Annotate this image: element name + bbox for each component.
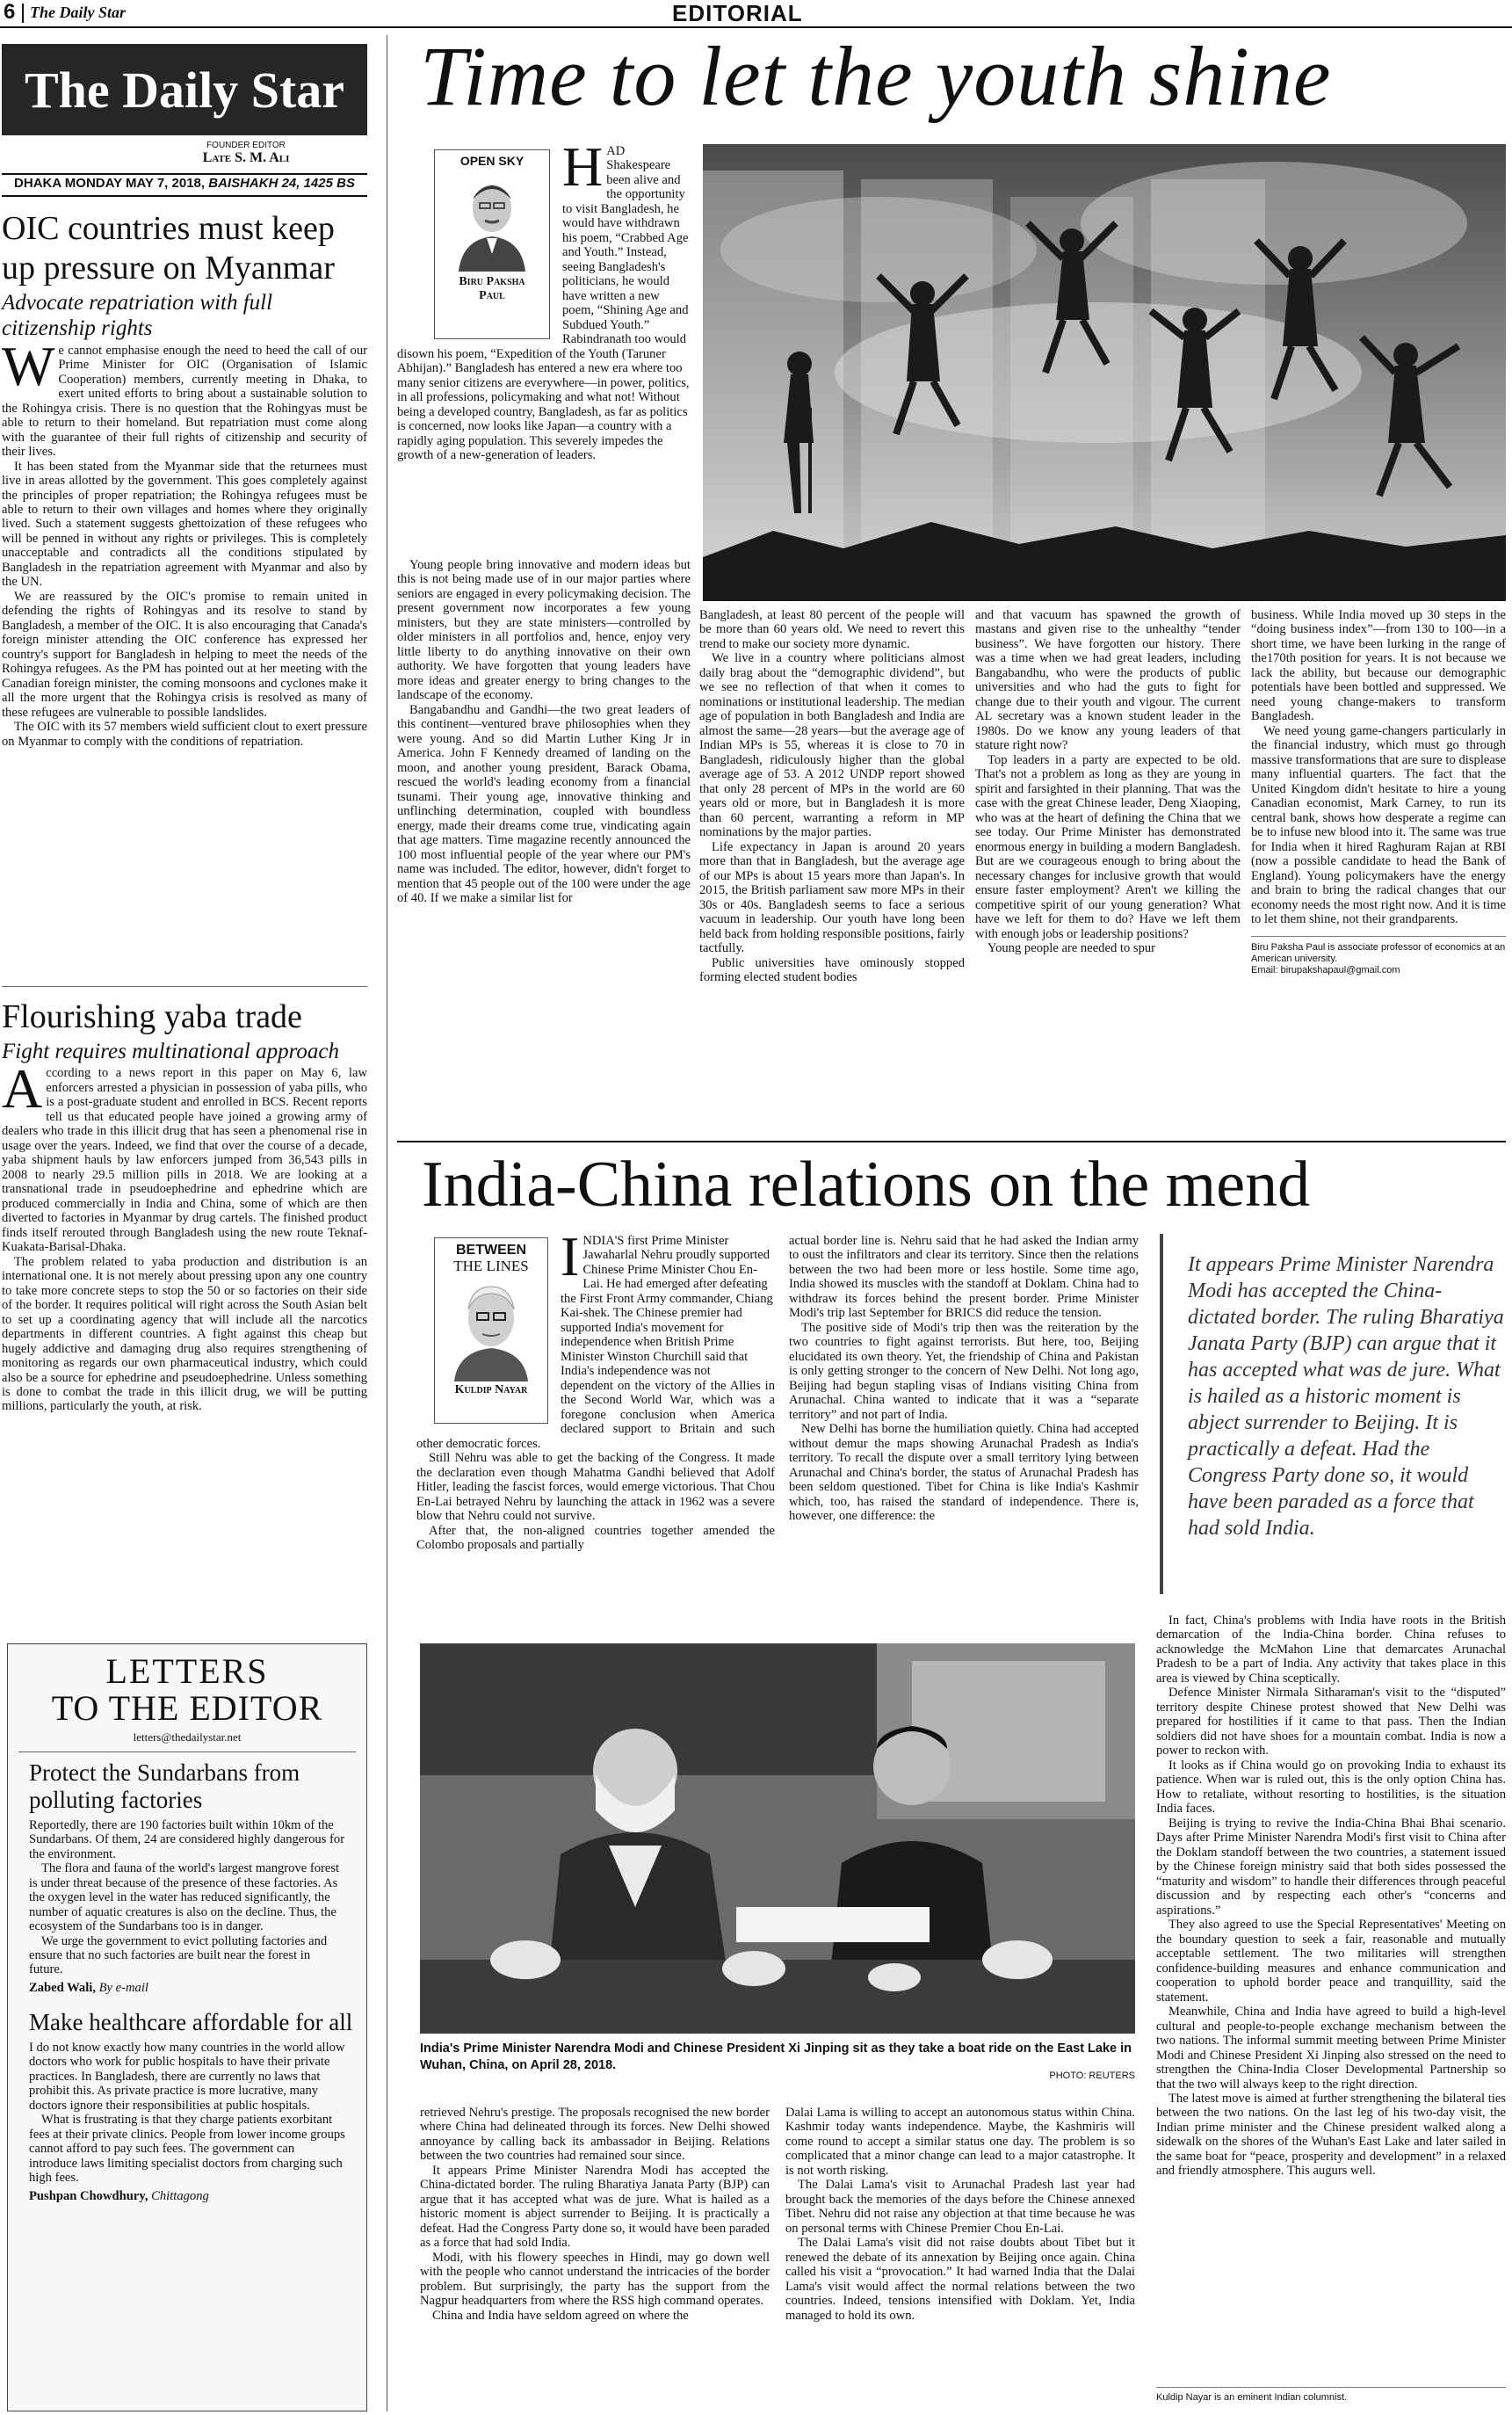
india-paragraph: actual border line is. Nehru said that he had asked the Indian army to oust the infiltrators and clear its territory. Since then the relations between the two had been more or less hostile. Some time ago, India showed its muscles with the standoff at Doklam. China had to withdraw its forces behind the present border. Prime Minister Modi's trip last September for BRICS did reduce the tension. xyxy=(789,1234,1139,1321)
founder-label: FOUNDER EDITOR xyxy=(206,141,286,150)
dateline-bn: BAISHAKH 24, 1425 BS xyxy=(208,176,355,191)
youth-column-3 xyxy=(975,608,1241,956)
india-paragraph: They also agreed to use the Special Representatives' Meeting on the boundary question to seek a fair, reasonable and mutually acceptable settlement. The two militaries will strengthen confidence-building measures and enhance communication and cooperation to uphold border peace and tranquillity, said the statement. xyxy=(1156,1918,1506,2005)
letter-signature-via: Chittagong xyxy=(151,2188,209,2203)
author-name: Kuldip Nayar xyxy=(454,1382,528,1396)
letter-paragraph: What is frustrating is that they charge patients exorbitant fees at their private clinics. People from lower income groups cannot afford to pay such fees. The government can introduce laws limiting specialist doctors from charging such high fees. xyxy=(29,2113,345,2186)
pullquote-text: It appears Prime Minister Narendra Modi has accepted the China-dictated border. The ruling Bharatiya Janata Party (BJP) can argue that it has accepted what was de jure. What is hailed as a historic moment is abject surrender to Beijing. It is practically a defeat. Had the Congress Party done so, it would have been paraded as a force that had sold India. xyxy=(1188,1253,1504,1540)
youth-paragraph: Bangladesh, at least 80 percent of the people will be more than 60 years old. We need to revert this trend to make our society more dynamic. xyxy=(699,608,965,651)
letter-signature xyxy=(29,2189,345,2203)
youth-paragraph: Public universities have ominously stopped forming elected student bodies xyxy=(699,955,965,985)
youth-paragraph: business. While India moved up 30 steps in the “doing business index”—from 130 to 100—in a short time, we have been lurking in the range of the170th position for years. It is not because we lack the ability, but because our demographic potentials have been bottled and suppressed. We need young change-makers to transform Bangladesh. xyxy=(1251,608,1506,724)
letter-headline: Make healthcare affordable for all xyxy=(29,2009,353,2036)
india-column-3 xyxy=(1156,1614,1506,2179)
dateline-date: DHAKA MONDAY MAY 7, 2018, xyxy=(14,176,206,191)
india-paragraph: INDIA'S first Prime Minister Jawaharlal Nehru proudly supported Chinese Prime Minister Chou En-Lai. He had emerged after defeating the First Front Army commander, Chiang Kai-shek. The Chinese premier had supported India's movement for independence when British Prime Minister Winston Churchill said that India's independence was not xyxy=(561,1225,773,1379)
youth-paragraph: and that vacuum has spawned the growth of mastans and given rise to the unhealthy “tender business”. We have forgotten our history. There was a time when we had great leaders, including Bangabandhu, who were the products of public universities and who had the guts to fight for change due to their youth and vigour. The current AL secretary was a known student leader in the 1980s. Do we know any young leaders of that stature right now? xyxy=(975,608,1241,753)
india-column-2 xyxy=(789,1234,1139,1524)
youth-paragraph: We live in a country where politicians almost daily brag about the “demographic dividend”, but we see no reflection of that when it comes to nominations or institutional leadership. The median age of population in both Bangladesh and India are almost the same—28 years—but the average age of Indian MPs is 55, whereas it is close to 70 in Bangladesh, ridiculously higher than the global average age of 53. A 2012 UNDP report showed that only 28 percent of MPs in the world are 60 years old or more, but in Bangladesh it is more than 60 percent, warranting a reform in MP nominations by the major parties. xyxy=(699,651,965,840)
letter-paragraph: I do not know exactly how many countries in the world allow doctors who work for public hospitals to have their private practices. In Bangladesh, there are currently no laws that prohibit this. As private practice is more lucrative, many doctors ignore their responsibilities at public hospitals. xyxy=(29,2040,345,2113)
letters-title-line1: LETTERS xyxy=(105,1651,269,1691)
youth-column-1 xyxy=(397,558,691,906)
editorial-paragraph: We are reassured by the OIC's promise to remain united in defending the rights of Rohingyas and its resolve to stand by Bangladesh, a member of the OIC. It is also encouraging that Canada's foreign minister attending the OIC conference has expressed her country's support for Bangladesh in helping to meet the needs of the Rohingya refugees. As the PM has pointed out at her meeting with the Canadian foreign minister, the coming monsoons and cyclones make it all the more urgent that the Rohingya crisis is resolved as many of these refugees are vulnerable to possible landslides. xyxy=(2,589,367,720)
youth-paragraph: Bangabandhu and Gandhi—the two great leaders of this continent—ventured brave philosophies when they were young. And so did Martin Luther King Jr in America. John F Kennedy dreamed of landing on the moon, and another young president, Barack Obama, rescued the world's leading economy from a financial tsunami. Their young age, innovative thinking and unflinching determination, coupled with boundless energy, made their dreams come true, vindicating again that age matters. Time magazine recently announced the 100 most influential people of the year where our PM's name was included. The editor, however, didn't forget to mention that 45 people out of the 100 were under the age of 40. If we make a similar list for xyxy=(397,702,691,906)
paper-name-small: The Daily Star xyxy=(30,4,127,21)
india-paragraph: In fact, China's problems with India have roots in the British demarcation of the India-China border. China refuses to acknowledge the McMahon Line that demarcates Arunachal Pradesh to be a part of India. Any activity that takes place in this area is viewed by China sceptically. xyxy=(1156,1614,1506,1686)
youth-headline: Time to let the youth shine xyxy=(420,29,1332,123)
india-paragraph: The Dalai Lama's visit did not raise doubts about Tibet but it renewed the debate of its annexation by Beijing once again. China called his visit a “provocation.” It had warned India that the Dalai Lama's visit would affect the normal relations between the two countries. Indeed, tensions intensified with Doklam. Yet, India managed to hold its own. xyxy=(785,2236,1135,2323)
india-bottom-column-1 xyxy=(420,2106,770,2323)
letter-signature-via: By e-mail xyxy=(98,1980,148,1995)
youth-jumping-photo xyxy=(703,144,1506,601)
column-label-2: THE LINES xyxy=(453,1257,529,1274)
editorial-headline: Flourishing yaba trade xyxy=(2,998,302,1035)
letter-paragraph: We urge the government to evict polluting factories and ensure that no such factories are built near the forest in future. xyxy=(29,1933,328,1977)
india-paragraph: China and India have seldom agreed on where the xyxy=(432,2308,689,2323)
photo-credit: PHOTO: REUTERS xyxy=(1049,2070,1135,2081)
india-paragraph: Still Nehru was able to get the backing of the Congress. It made the declaration even though Mahatma Gandhi believed that Adolf Hitler, leading the fascist forces, would emerge victorious. That Chou En-Lai betrayed Nehru by launching the attack in 1962 was a severe blow that Nehru could not survive. xyxy=(416,1451,775,1524)
india-paragraph: Meanwhile, China and India have agreed to build a high-level cultural and people-to-people exchange mechanism between the two nations. The informal summit meeting between Prime Minister Modi and Chinese President Xi Jinping also stressed on the need to strengthen the China-India Closer Developmental Partnership so that the two will always keep to the right direction. xyxy=(1156,2005,1506,2092)
youth-column-4 xyxy=(1251,608,1506,976)
author-bio: Kuldip Nayar is an eminent Indian columnist. xyxy=(1156,2392,1348,2403)
section-label: EDITORIAL xyxy=(672,0,803,26)
editorial-headline: OIC countries must keep up pressure on Myanmar xyxy=(2,210,335,286)
editorial-subhead: Advocate repatriation with full citizenship rights xyxy=(2,290,273,341)
india-paragraph: Modi, with his flowery speeches in Hindi, may go down well with the people who cannot understand the intricacies of the border problem. But surprisingly, the party has the support from the Nagpur headquarters from where the RSS high command operates. xyxy=(420,2250,770,2309)
photo-caption xyxy=(420,2041,1135,2081)
editorial-paragraph: We cannot emphasise enough the need to heed the call of our Prime Minister for OIC (Organisation of Islamic Cooperation) members, currently meeting in Dhaka, to exert united efforts to bring about a sustainable solution to the Rohingya crisis. There is no question that the Rohingyas must be able to return to their homeland. But repatriation must come along with the guarantee of their full rights of citizenship and security of their lives. xyxy=(2,334,367,460)
india-paragraph: After that, the non-aligned countries together amended the Colombo proposals and partially xyxy=(416,1523,775,1553)
dateline xyxy=(2,176,367,191)
youth-paragraph: Life expectancy in Japan is around 20 years more than that in Bangladesh, but the average age of our MPs is about 15 years more than Japan's. In 2015, the British parliament saw more MPs in their 30s or 40s. Bangladesh seems to face a serious vacuum in leadership. Our youth have long been held back from holding responsible positions, fairly tactfully. xyxy=(699,839,965,956)
india-paragraph: It looks as if China would go on provoking India to exhaust its patience. When war is ruled out, this is the only option China has. How to retaliate, without resorting to hostilities, is the situation India faces. xyxy=(1156,1758,1506,1817)
youth-paragraph: Young people are needed to spur xyxy=(988,941,1156,956)
youth-paragraph: HAD Shakespeare been alive and the opportunity to visit Bangladesh, he would have withdrawn his poem, “Crabbed Age and Youth.” Instead, seeing Bangladesh's politicians, he would have written a new poem, “Shining Age and Subdued Youth.” Rabindranath too would disown his poem, “Expedition of the Youth (Taruner Abhijan).” Bangladesh has entered a new era where too many senior citizens are everywhere—in power, politics, in all professions, policymaking and what not! Without being a developed country, Bangladesh, as far as politics is concerned, now looks like Japan—a country with a rapidly aging population. This severely impedes the growth of a new-generation of leaders. xyxy=(397,135,690,463)
editorial-paragraph: The OIC with its 57 members wield sufficient clout to exert pressure on Myanmar to comply with the conditions of repatriation. xyxy=(2,720,367,749)
letter-signature-name: Zabed Wali, xyxy=(29,1980,96,1995)
india-column-1 xyxy=(416,1225,775,1553)
page-number: 6 xyxy=(4,0,16,24)
author-email: Email: birupakshapaul@gmail.com xyxy=(1251,965,1400,976)
letters-box xyxy=(7,1643,367,2411)
india-paragraph: New Delhi has borne the humiliation quietly. China had accepted without demur the maps showing Arunachal Pradesh as India's territory. To recall the dispute over a small territory lying between Arunachal and China's border, the status of Arunachal Pradesh has been seldom questioned. Tibet for China is like India's Kashmir which, too, has raised the standard of independence. There is, however, one difference: the xyxy=(789,1422,1139,1524)
column-label: OPEN SKY xyxy=(459,154,524,168)
masthead-logo xyxy=(2,44,367,135)
editorial-yaba xyxy=(2,997,367,1414)
editorial-paragraph: It has been stated from the Myanmar side that the returnees must live in areas allotted by the government. This goes completely against the principles of proper repatriation; the Rohingya refugees must be able to return to their own villages and homes where they originally lived. Such a statement suggests ghettoization of these refugees who will be penned in without any rights or privileges. This is completely unacceptable and contradicts all the conditions stipulated by Bangladesh in the repatriation agreement with Myanmar and also by the UN. xyxy=(2,459,367,590)
india-paragraph: Dalai Lama is willing to accept an autonomous status within China. Kashmir today wants independence. Maybe, the Kashmiris will come round to accept a similar status one day. The problem is so complicated that a minor change can lead to a major catastrophe. It is not worth risking. xyxy=(785,2106,1135,2178)
pullquote xyxy=(1160,1234,1506,1594)
editorial-oic xyxy=(2,209,367,749)
caption-text: India's Prime Minister Narendra Modi and Chinese President Xi Jinping sit as they take a boat ride on the East Lake in Wuhan, China, on April 28, 2018. xyxy=(420,2042,1132,2072)
youth-intro xyxy=(397,135,691,463)
india-headline: India-China relations on the mend xyxy=(422,1149,1311,1221)
india-paragraph: It appears Prime Minister Narendra Modi has accepted the China-dictated border. The ruling Bharatiya Janata Party (BJP) can argue that it has accepted what was de jure. What is hailed as a historic moment is abject surrender to Beijing. It is practically a defeat. Had the Congress Party done so, it would have been paraded as a force that had sold India. xyxy=(420,2163,770,2251)
letters-title-line2: TO THE EDITOR xyxy=(51,1688,323,1728)
india-paragraph: Beijing is trying to revive the India-China Bhai Bhai scenario. Days after Prime Minister Narendra Modi's first visit to China after the Doklam standoff between the two countries, a statement issued by the Chinese foreign ministry said that both sides possessed the “maturity and wisdom” to handle their differences through peaceful discussion and by respecting each other's “concerns and aspirations.” xyxy=(1156,1816,1506,1918)
india-bottom-column-2 xyxy=(785,2106,1135,2323)
logo-text: The Daily Star xyxy=(24,61,345,119)
youth-paragraph: Top leaders in a party are expected to be old. That's not a problem as long as they are young in spirit and farsighted in their planning. That was the case with the great Chinese leader, Deng Xiaoping, who was at the heart of defining the China that we see today. Our Prime Minister has demonstrated enormous energy in building a modern Bangladesh. But are we courageous enough to bring about the necessary changes for inclusive growth that would ensure faster employment? Aren't we killing the competitive spirit of our young generation? What have we left for them to do? Have we left them with enough jobs or leadership positions? xyxy=(975,752,1241,941)
editorial-subhead: Fight requires multinational approach xyxy=(2,1039,340,1063)
author-bio: Biru Paksha Paul is associate professor of economics at an American university. xyxy=(1251,941,1506,964)
india-paragraph: retrieved Nehru's prestige. The proposals recognised the new border where China had delineated through its forces. New Delhi showed annoyance by calling back its ambassador in Beijing. Relations between the two countries had remained sour since. xyxy=(420,2106,770,2164)
editorial-paragraph: The problem related to yaba production and distribution is an international one. It is not merely about pressing upon any one country to take more concrete steps to stop the 50 or so factories on their side of the border. It requires political will right across the South Asian belt to set up a coordinating agency that will include all the narcotics departments in different countries. A fight against this cheap but hugely addictive and damaging drug also requires strengthening of monitoring as regards our own pharmaceutical industry, which could also be a source for ephedrine and pseudoephedrine. Unless something is done to combat the trade in this illicit drug, we will be putting millions, particularly the youth, at risk. xyxy=(2,1254,367,1414)
modi-xi-photo xyxy=(420,1643,1135,2034)
letter-headline: Protect the Sundarbans from polluting factories xyxy=(29,1759,300,1814)
letter-signature-name: Pushpan Chowdhury, xyxy=(29,2188,148,2203)
editorial-paragraph: According to a news report in this paper on May 6, law enforcers arrested a physician in possession of yaba pills, who is a post-graduate student and enrolled in BCS. Recent reports tell us that educated people have joined a growing army of dealers who trade in this illicit drug that has seen a phenomenal rise in usage over the years. Indeed, we find that over the course of a decade, yaba shipment hauls by law enforcers jumped from 36,543 pills in 2008 to nearly 29.5 million pills in 2018. We are looking at a transnational trade in pseudoephedrine and ephedrine which are produced commercially in India and China, some of which are then diverted to factories in Myanmar by drug cartels. The finished product finds itself rerouted through Bangladesh using the new route Teknaf-Kuakata-Barisal-Dhaka. xyxy=(2,1057,367,1255)
letter-paragraph: Reportedly, there are 190 factories built within 10km of the Sundarbans. Of them, 24 are considered highly dangerous for the environment. xyxy=(29,1817,345,1861)
india-paragraph: The positive side of Modi's trip then was the reiteration by the two countries to fight against terrorists. But here, too, Beijing elucidated its own theory. Yet, the friendship of China and Pakistan is only getting stronger to the concern of New Delhi. Not long ago, Beijing had begun stapling visas of Indians visiting China from Arunachal. China wanted to indicate that it was a “separate territory” and not part of India. xyxy=(789,1320,1139,1422)
letters-email: letters@thedailystar.net xyxy=(133,1730,242,1744)
india-paragraph: The latest move is aimed at further strengthening the bilateral ties between the two nations. On the last leg of his two-day visit, the Indian prime minister and the Chinese president walked along a sidewalk on the shores of the Wuhan's East Lake and later sailed in the same boat for “peace, prosperity and development” in a relaxed and friendly atmosphere. This augurs well. xyxy=(1156,2091,1506,2179)
youth-paragraph: We need young game-changers particularly in the financial industry, which must go through massive transformations that are sure to displease many influential quarters. The fact that the United Kingdom didn't hesitate to hire a young Canadian economist, Mark Carney, to run its central bank, shows how desperate a regime can be to infuse new blood into it. The same was true for India when it hired Raghuram Rajan at RBI (now a possible candidate to head the Bank of England). Young policymakers have the energy and brain to bring the radical changes that our economy needs the most right now. And it is time to let them shine, not their grandparents. xyxy=(1251,723,1506,927)
column-label: BETWEEN xyxy=(456,1243,526,1258)
page-header xyxy=(0,0,1512,26)
india-paragraph: The Dalai Lama's visit to Arunachal Pradesh last year had brought back the memories of the days before the Chinese annexed Tibet. Nehru did not raise any objection at that time because he was on personal terms with Chinese Premier Chou En-Lai. xyxy=(785,2178,1135,2236)
youth-column-2 xyxy=(699,608,965,985)
youth-paragraph: Young people bring innovative and modern ideas but this is not being made use of in our major parties where seniors are engaged in every policymaking decision. The present government now incorporates a few young ministers, but they are state ministers—controlled by older ministers in all portfolios and, hence, enjoy very little liberty to do anything innovative on their own authority. We have forgotten that young leaders have more ideas and greater energy to bring changes to the landscape of the economy. xyxy=(397,558,691,703)
founder-name: Late S. M. Ali xyxy=(202,150,290,165)
letter-signature xyxy=(29,1981,345,1995)
author-name: Biru Paksha Paul xyxy=(459,275,525,303)
india-paragraph: Defence Minister Nirmala Sitharaman's visit to the “disputed” territory despite Chinese protest showed that New Delhi was prepared for hostilities if it came to that pass. Then the Indian soldiers did not have shoes for a mountain combat. India is now a power to reckon with. xyxy=(1156,1686,1506,1759)
india-paragraph: dependent on the victory of the Allies in the Second World War, which was a foregone conclusion when America declared support to Britain and such other democratic forces. xyxy=(416,1378,775,1451)
letter-paragraph: The flora and fauna of the world's largest mangrove forest is under threat because of the presence of these factories. As the oxygen level in the water has reduced significantly, the number of aquatic creatures is also on the decline. Thus, the ecosystem of the Sundarbans too is in danger. xyxy=(29,1861,340,1934)
